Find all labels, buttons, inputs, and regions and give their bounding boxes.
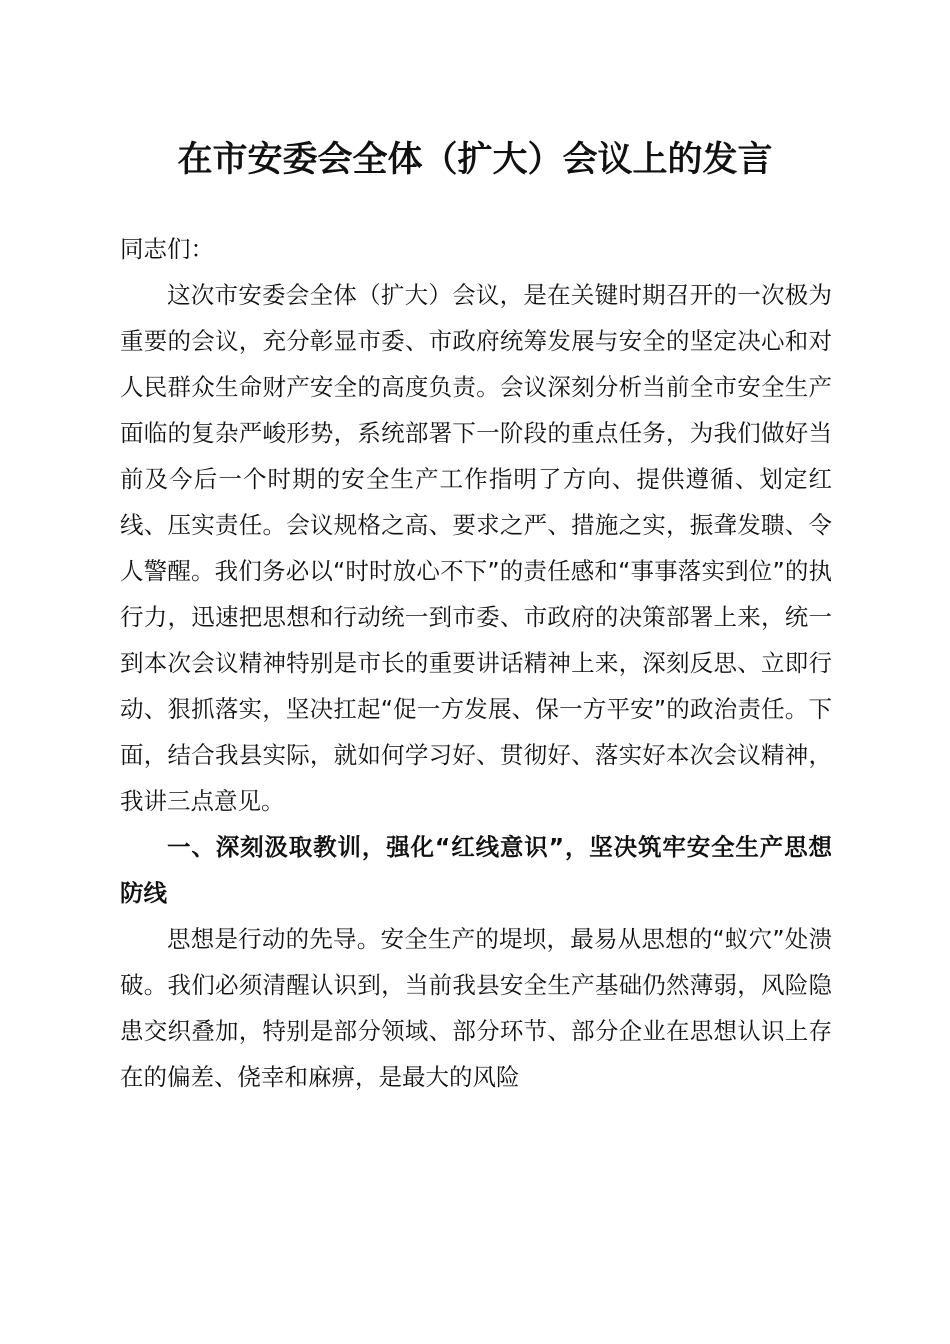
section-heading-1: 一、深刻汲取教训，强化“红线意识”，坚决筑牢安全生产思想防线 <box>120 833 832 907</box>
paragraph-2: 思想是行动的先导。安全生产的堤坝，最易从思想的“蚁穴”处溃破。我们必须清醒认识到，当前我县安全生产基础仍然薄弱，风险隐患交织叠加，特别是部分领域、部分环节、部分企业在思想认识上存在的偏差、侥幸和麻痹，是最大的风险 <box>120 925 832 1091</box>
salutation: 同志们： <box>120 235 214 263</box>
paragraph-1: 这次市安委会全体（扩大）会议，是在关键时期召开的一次极为重要的会议，充分彰显市委、市政府统筹发展与安全的坚定决心和对人民群众生命财产安全的高度负责。会议深刻分析当前全市安全生产面临的复杂严峻形势，系统部署下一阶段的重点任务，为我们做好当前及今后一个时期的安全生产工作指明了方向、提供遵循、划定红线、压实责任。会议规格之高、要求之严、措施之实，振聋发聩、令人警醒。我们务必以“时时放心不下”的责任感和“事事落实到位”的执行力，迅速把思想和行动统一到市委、市政府的决策部署上来，统一到本次会议精神特别是市长的重要讲话精神上来，深刻反思、立即行动、狠抓落实，坚决扛起“促一方发展、保一方平安”的政治责任。下面，结合我县实际，就如何学习好、贯彻好、落实好本次会议精神，我讲三点意见。 <box>120 281 832 815</box>
document-body <box>120 226 832 1100</box>
document-title: 在市安委会全体（扩大）会议上的发言 <box>177 139 773 180</box>
